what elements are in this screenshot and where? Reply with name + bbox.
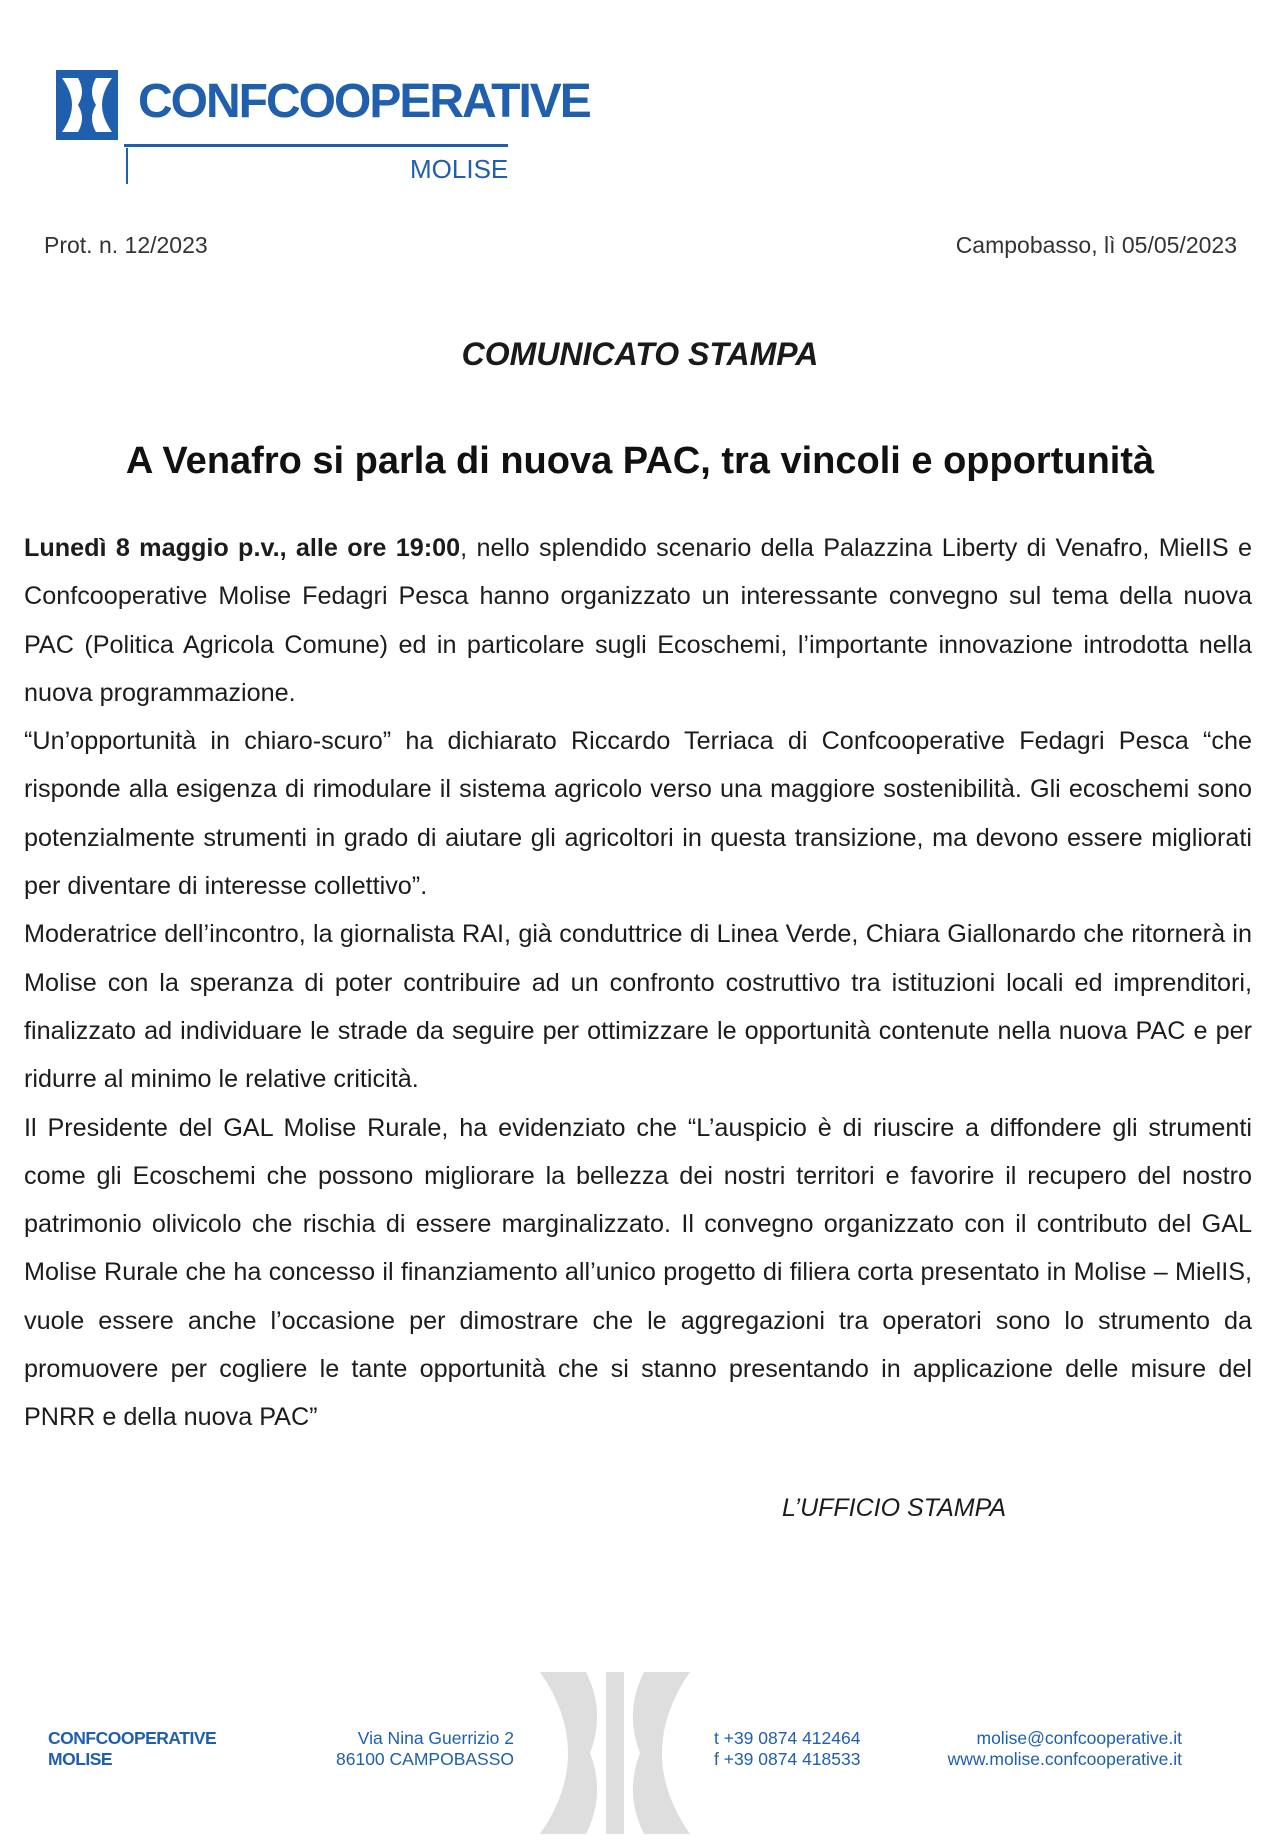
footer-org-name: CONFCOOPERATIVE: [48, 1728, 217, 1748]
paragraph: Il Presidente del GAL Molise Rurale, ha evidenziato che “L’auspicio è di riuscire a diffondere gli strumenti come gli Ecoschemi che possono migliorare la bellezza dei nostri territori e favorire il recupero del nostro patrimonio olivicolo che rischia di essere marginalizzato. Il convegno organizzato con il contributo del GAL Molise Rurale che ha concesso il finanziamento all’unico progetto di filiera corta presentato in Molise – MielIS, vuole essere anche l’occasione per dimostrare che le aggregazioni tra operatori sono lo strumento da promuovere per cogliere le tante opportunità che si stanno presentando in applicazione delle misure del PNRR e della nuova PAC”: [24, 1113, 1252, 1432]
footer-address: [300, 1728, 514, 1770]
press-release-body: [24, 524, 1252, 1442]
paragraph-text: , nello splendido scenario della Palazzina Liberty di Venafro, MielIS e Confcooperative Molise Fedagri Pesca hanno organizzato un interessante convegno sul tema della nuova PAC (Politica Agricola Comune) ed in particolare sugli Ecoschemi, l’importante innovazione introdotta nella nuova programmazione.: [24, 534, 1252, 707]
footer-phone: t +39 0874 412464: [714, 1728, 861, 1748]
logo-rule-vertical: [126, 148, 128, 184]
place-date: Campobasso, lì 05/05/2023: [955, 232, 1237, 258]
logo-rule: [124, 144, 508, 147]
signature: L’UFFICIO STAMPA: [782, 1494, 1007, 1522]
document-type: COMUNICATO STAMPA: [461, 336, 819, 372]
footer-online: [900, 1728, 1182, 1770]
confcooperative-emblem-icon: [540, 1672, 690, 1834]
footer-fax: f +39 0874 418533: [714, 1749, 861, 1769]
footer-city: 86100 CAMPOBASSO: [336, 1749, 514, 1769]
paragraph: Moderatrice dell’incontro, la giornalista RAI, già conduttrice di Linea Verde, Chiara Giallonardo che ritornerà in Molise con la speranza di poter contribuire ad un confronto costruttivo tra istituzioni locali ed imprenditori, finalizzato ad individuare le strade da seguire per ottimizzare le opportunità contenute nella nuova PAC e per ridurre al minimo le relative criticità.: [24, 920, 1252, 1094]
event-datetime: Lunedì 8 maggio p.v., alle ore 19:00: [24, 534, 461, 562]
paragraph: “Un’opportunità in chiaro-scuro” ha dichiarato Riccardo Terriaca di Confcooperative Fedagri Pesca “che risponde alla esigenza di rimodulare il sistema agricolo verso una maggiore sostenibilità. Gli ecoschemi sono potenzialmente strumenti in grado di aiutare gli agricoltori in questa transizione, ma devono essere migliorati per diventare di interesse collettivo”.: [24, 727, 1252, 901]
logo-region: MOLISE: [410, 154, 509, 184]
footer-contacts: [714, 1728, 860, 1770]
footer-street: Via Nina Guerrizio 2: [357, 1728, 514, 1748]
footer-email-link[interactable]: molise@confcooperative.it: [976, 1728, 1182, 1748]
footer-website-link[interactable]: www.molise.confcooperative.it: [947, 1749, 1182, 1769]
footer-organization: [48, 1728, 216, 1770]
footer-org-region: MOLISE: [48, 1749, 113, 1769]
logo-wordmark: CONFCOOPERATIVE: [138, 75, 590, 128]
confcooperative-logo-icon: [56, 70, 118, 140]
paragraph: [24, 524, 1252, 717]
protocol-number: Prot. n. 12/2023: [44, 232, 208, 258]
headline: A Venafro si parla di nuova PAC, tra vincoli e opportunità: [125, 440, 1155, 482]
